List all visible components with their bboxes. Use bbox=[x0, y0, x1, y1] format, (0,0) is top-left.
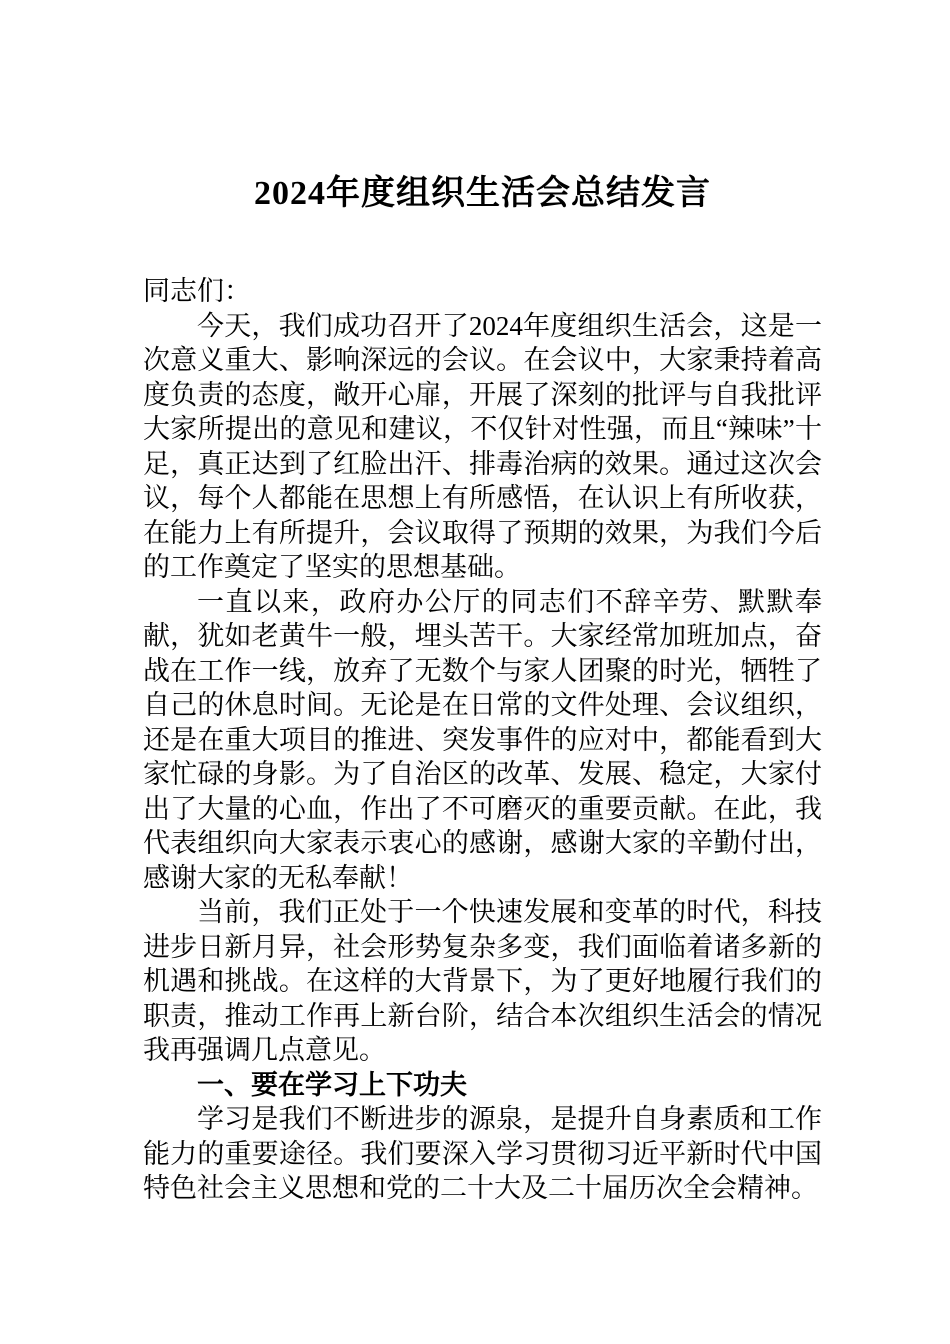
paragraph-gratitude: 一直以来，政府办公厅的同志们不辞辛劳、默默奉献，犹如老黄牛一般，埋头苦干。大家经常加班加点，奋战在工作一线，放弃了无数个与家人团聚的时光，牺牲了自己的休息时间。无论是在日常的文件处理、会议组织，还是在重大项目的推进、突发事件的应对中，都能看到大家忙碌的身影。为了自治区的改革、发展、稳定，大家付出了大量的心血，作出了不可磨灭的重要贡献。在此，我代表组织向大家表示衷心的感谢，感谢大家的辛勤付出，感谢大家的无私奉献！ bbox=[143, 586, 822, 893]
paragraph-study: 学习是我们不断进步的源泉，是提升自身素质和工作能力的重要途径。我们要深入学习贯彻习近平新时代中国特色社会主义思想和党的二十大及二十届历次全会精神。 bbox=[143, 1104, 822, 1203]
salutation: 同志们： bbox=[143, 276, 251, 306]
paragraph-current-situation: 当前，我们正处于一个快速发展和变革的时代，科技进步日新月异，社会形势复杂多变，我们面临着诸多新的机遇和挑战。在这样的大背景下，为了更好地履行我们的职责，推动工作再上新台阶，结合本次组织生活会的情况我再强调几点意见。 bbox=[143, 897, 822, 1065]
section-heading-study: 一、要在学习上下功夫 bbox=[197, 1069, 467, 1100]
document-title: 2024年度组织生活会总结发言 bbox=[254, 175, 711, 212]
paragraph-meeting-summary: 今天，我们成功召开了2024年度组织生活会，这是一次意义重大、影响深远的会议。在会议中，大家秉持着高度负责的态度，敞开心扉，开展了深刻的批评与自我批评大家所提出的意见和建议，不仅针对性强，而且“辣味”十足，真正达到了红脸出汗、排毒治病的效果。通过这次会议，每个人都能在思想上有所感悟，在认识上有所收获，在能力上有所提升，会议取得了预期的效果，为我们今后的工作奠定了坚实的思想基础。 bbox=[143, 310, 822, 582]
